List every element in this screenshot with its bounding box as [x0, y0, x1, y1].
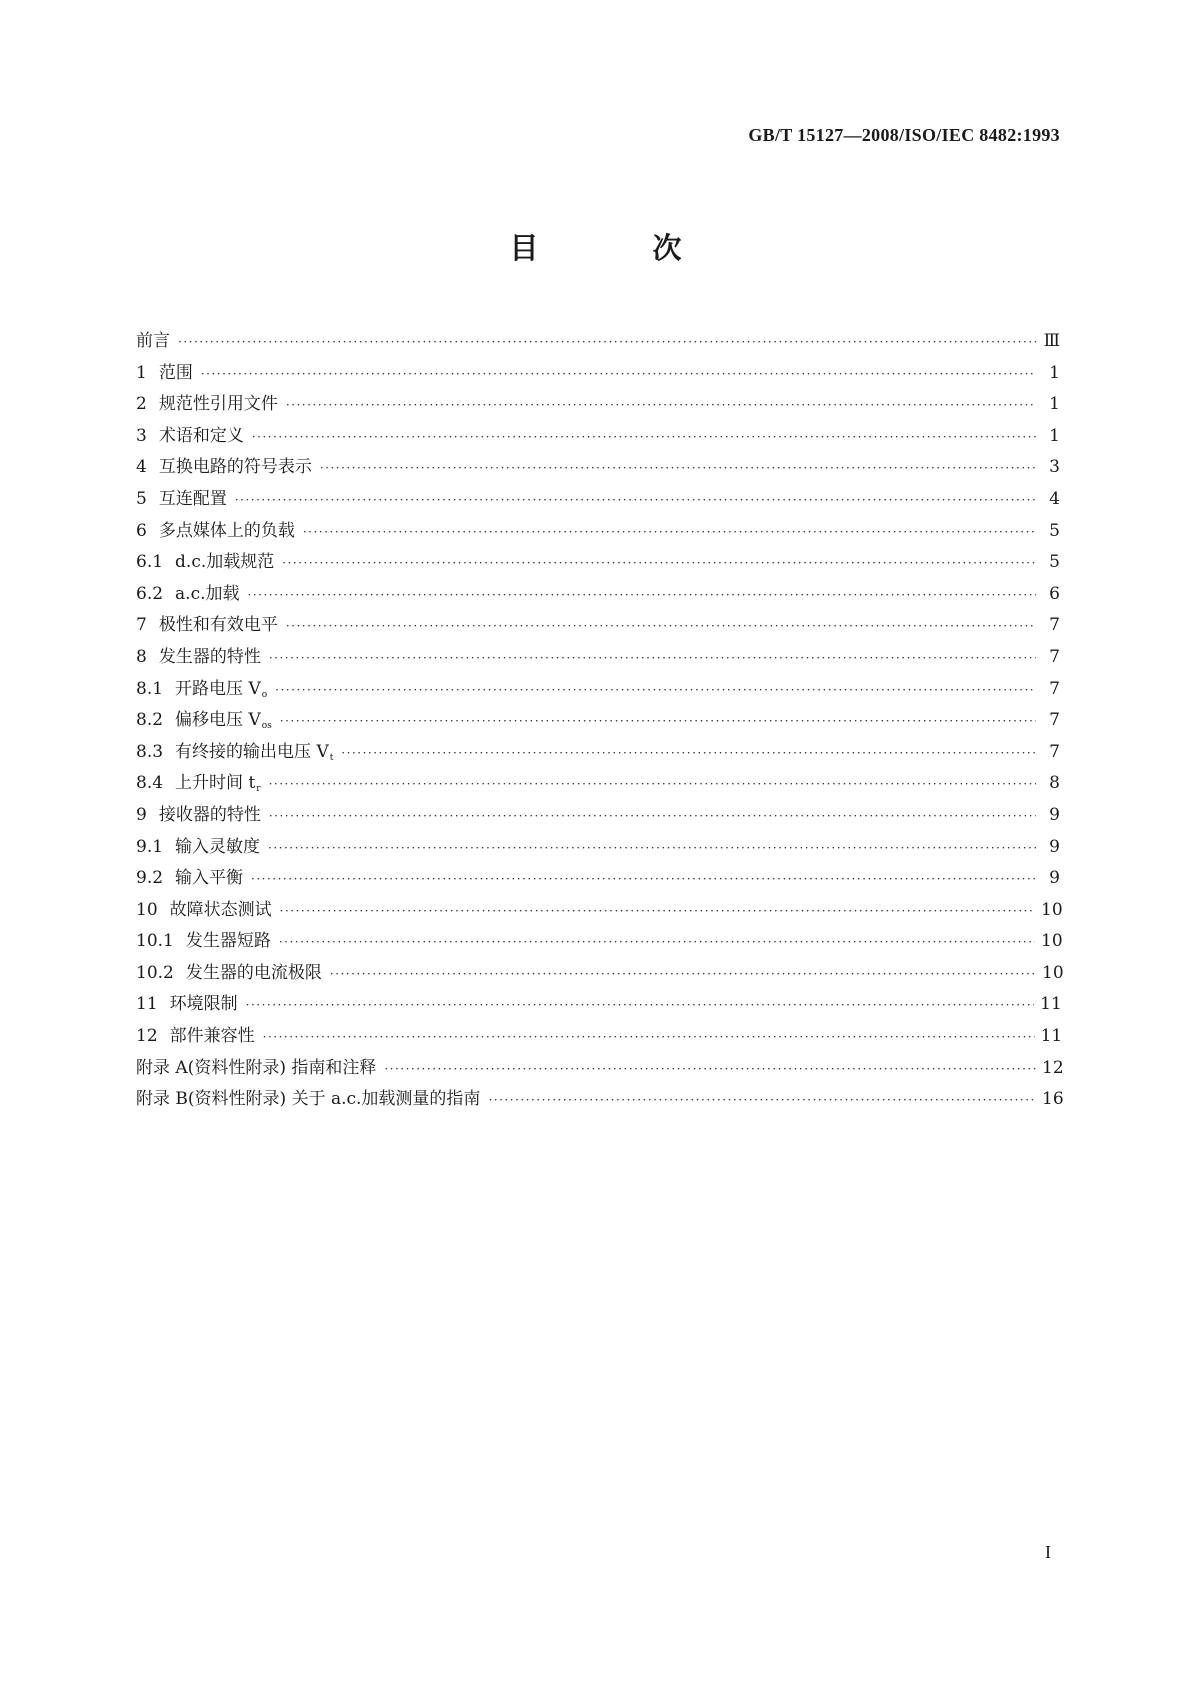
- toc-entry-subscript: o: [261, 689, 268, 700]
- toc-entry-title-text: 极性和有效电平: [158, 615, 278, 636]
- toc-entry-page: 10: [1041, 899, 1063, 920]
- toc-entry[interactable]: [136, 358, 1060, 390]
- toc-entry-title-text: 发生器的特性: [158, 646, 261, 667]
- table-of-contents: [136, 326, 1064, 1116]
- toc-entry-title-text: 上升时间 t: [175, 773, 256, 794]
- toc-entry[interactable]: [136, 1053, 1064, 1085]
- toc-entry-page: 7: [1049, 710, 1060, 731]
- toc-entry-title-text: 接收器的特性: [158, 804, 261, 825]
- toc-entry-page: 5: [1049, 552, 1060, 573]
- toc-dot-leader: [320, 453, 1036, 485]
- toc-entry-title: [163, 863, 243, 895]
- toc-entry-title-text: 故障状态测试: [169, 899, 272, 920]
- toc-entry-subscript: os: [261, 721, 272, 732]
- toc-dot-leader: [235, 485, 1036, 517]
- toc-entry-number: 12: [136, 1026, 158, 1047]
- toc-entry-number: 6: [136, 520, 147, 541]
- toc-entry-number: 1: [136, 362, 147, 383]
- toc-entry-title: [147, 484, 227, 516]
- toc-dot-leader: [286, 611, 1036, 643]
- toc-entry[interactable]: [136, 547, 1060, 579]
- toc-entry[interactable]: [136, 768, 1060, 800]
- toc-entry-page: 11: [1040, 1026, 1063, 1047]
- toc-entry-title: [147, 452, 312, 484]
- toc-entry-title: [147, 516, 295, 548]
- toc-entry-subscript: r: [256, 784, 261, 795]
- toc-entry-title-text: 规范性引用文件: [158, 394, 278, 415]
- toc-entry-title-text: 附录 B(资料性附录) 关于 a.c.加载测量的指南: [136, 1089, 481, 1110]
- toc-entry-title: [163, 832, 260, 864]
- toc-entry-title-text: 有终接的输出电压 V: [175, 741, 329, 762]
- toc-dot-leader: [248, 580, 1036, 612]
- toc-entry[interactable]: [136, 958, 1064, 990]
- toc-entry-title: [147, 800, 261, 832]
- toc-entry-page: 6: [1049, 583, 1060, 604]
- toc-dot-leader: [268, 833, 1036, 865]
- toc-entry-title: [158, 989, 238, 1021]
- toc-entry-number: 8.2: [136, 710, 164, 731]
- toc-entry-title: [163, 579, 239, 611]
- toc-entry-number: 6.1: [136, 552, 164, 573]
- toc-dot-leader: [303, 517, 1036, 549]
- toc-entry-page: 16: [1042, 1089, 1064, 1110]
- toc-entry-title-text: 部件兼容性: [169, 1026, 255, 1047]
- toc-entry-page: 5: [1049, 520, 1060, 541]
- toc-dot-leader: [488, 1085, 1036, 1117]
- toc-entry-number: 2: [136, 394, 147, 415]
- toc-entry-title-text: 开路电压 V: [175, 678, 261, 699]
- toc-entry-page: 7: [1049, 678, 1060, 699]
- toc-entry[interactable]: [136, 389, 1060, 421]
- toc-entry-page: Ⅲ: [1043, 331, 1060, 351]
- toc-entry-page: 10: [1042, 962, 1064, 983]
- toc-entry-title-text: 偏移电压 V: [175, 710, 261, 731]
- standard-number: GB/T 15127—2008/ISO/IEC 8482:1993: [748, 125, 1060, 145]
- toc-entry-title-text: 范围: [158, 362, 193, 383]
- toc-entry[interactable]: [136, 832, 1060, 864]
- toc-dot-leader: [252, 422, 1036, 454]
- toc-dot-leader: [269, 769, 1036, 801]
- toc-entry[interactable]: [136, 863, 1060, 895]
- toc-entry[interactable]: [136, 579, 1060, 611]
- toc-entry[interactable]: [136, 516, 1060, 548]
- toc-entry-title: [136, 326, 170, 358]
- toc-entry-title: [158, 1021, 255, 1053]
- toc-entry-page: 1: [1049, 425, 1060, 446]
- toc-entry-title-text: 输入平衡: [175, 868, 244, 889]
- toc-entry[interactable]: [136, 926, 1063, 958]
- toc-dot-leader: [280, 896, 1035, 928]
- toc-entry-title: [147, 610, 278, 642]
- toc-entry-number: 5: [136, 488, 147, 509]
- toc-entry-number: 8.1: [136, 678, 164, 699]
- toc-entry-title-text: a.c.加载: [175, 583, 240, 604]
- toc-entry-number: 9.1: [136, 836, 164, 857]
- toc-entry-title-text: 互换电路的符号表示: [158, 457, 312, 478]
- toc-entry-title-text: 多点媒体上的负载: [158, 520, 295, 541]
- toc-dot-leader: [330, 959, 1036, 991]
- toc-entry-title: [136, 1053, 376, 1085]
- toc-dot-leader: [341, 738, 1036, 770]
- toc-entry-number: 4: [136, 457, 147, 478]
- toc-dot-leader: [269, 801, 1036, 833]
- toc-entry-number: 10.2: [136, 962, 174, 983]
- toc-entry[interactable]: [136, 1084, 1064, 1116]
- toc-entry-title: [158, 895, 272, 927]
- toc-entry-page: 1: [1049, 362, 1060, 383]
- toc-entry-title-text: 互连配置: [158, 488, 227, 509]
- toc-entry-number: 10: [136, 899, 158, 920]
- toc-entry-title: [147, 358, 193, 390]
- toc-entry[interactable]: [136, 642, 1060, 674]
- toc-entry-page: 4: [1049, 488, 1060, 509]
- toc-entry-title: [147, 421, 244, 453]
- toc-entry[interactable]: [136, 610, 1060, 642]
- toc-entry[interactable]: [136, 452, 1060, 484]
- toc-entry-number: 9: [136, 804, 147, 825]
- toc-entry[interactable]: [136, 484, 1060, 516]
- toc-entry-page: 7: [1049, 741, 1060, 762]
- toc-entry-page: 9: [1049, 868, 1060, 889]
- toc-entry-subscript: t: [329, 752, 334, 763]
- toc-entry[interactable]: [136, 895, 1063, 927]
- toc-dot-leader: [275, 675, 1036, 707]
- toc-dot-leader: [384, 1054, 1036, 1086]
- toc-entry-title: [136, 1084, 480, 1116]
- toc-entry[interactable]: [136, 800, 1060, 832]
- toc-entry-title-text: 发生器短路: [185, 931, 271, 952]
- toc-entry-title-text: 术语和定义: [158, 425, 244, 446]
- toc-entry-page: 9: [1049, 804, 1060, 825]
- toc-entry-number: 9.2: [136, 868, 164, 889]
- toc-dot-leader: [251, 864, 1036, 896]
- toc-title: 目 次: [509, 231, 734, 265]
- toc-entry-title-text: 输入灵敏度: [175, 836, 261, 857]
- toc-entry-title: [147, 642, 261, 674]
- toc-entry[interactable]: [136, 737, 1060, 769]
- toc-entry-number: 8.4: [136, 773, 164, 794]
- toc-dot-leader: [269, 643, 1036, 675]
- toc-dot-leader: [282, 548, 1036, 580]
- toc-entry-number: 10.1: [136, 931, 174, 952]
- page-number: I: [1045, 1542, 1051, 1562]
- toc-entry-number: 11: [136, 994, 158, 1015]
- toc-entry-title: [174, 958, 322, 990]
- toc-entry[interactable]: [136, 674, 1060, 706]
- toc-entry-title-text: 发生器的电流极限: [185, 962, 322, 983]
- toc-entry-title-text: 环境限制: [169, 994, 238, 1015]
- toc-entry-page: 7: [1049, 615, 1060, 636]
- toc-entry-number: 6.2: [136, 583, 164, 604]
- toc-dot-leader: [286, 390, 1036, 422]
- toc-entry-page: 11: [1040, 994, 1062, 1015]
- toc-entry-page: 10: [1041, 931, 1063, 952]
- toc-dot-leader: [201, 359, 1036, 391]
- toc-entry-page: 1: [1049, 394, 1060, 415]
- toc-entry-title-text: 附录 A(资料性附录) 指南和注释: [136, 1057, 377, 1078]
- toc-entry-page: 7: [1049, 646, 1060, 667]
- toc-entry[interactable]: [136, 326, 1060, 358]
- toc-entry-title-text: 前言: [136, 331, 170, 351]
- toc-entry-title: [147, 389, 278, 421]
- toc-entry-title: [174, 926, 271, 958]
- toc-entry-number: 8: [136, 646, 147, 667]
- toc-entry-title-text: d.c.加载规范: [175, 552, 275, 573]
- toc-entry[interactable]: [136, 421, 1060, 453]
- toc-entry[interactable]: [136, 989, 1060, 1021]
- toc-entry[interactable]: [136, 705, 1060, 737]
- toc-dot-leader: [279, 927, 1035, 959]
- toc-entry-number: 8.3: [136, 741, 164, 762]
- toc-entry-page: 9: [1049, 836, 1060, 857]
- toc-dot-leader: [246, 990, 1035, 1022]
- toc-dot-leader: [178, 327, 1036, 359]
- toc-dot-leader: [280, 706, 1036, 738]
- toc-entry[interactable]: [136, 1021, 1063, 1053]
- toc-entry-title: [163, 547, 274, 579]
- toc-dot-leader: [263, 1022, 1035, 1054]
- toc-entry-page: 12: [1042, 1057, 1064, 1078]
- toc-entry-number: 3: [136, 425, 147, 446]
- toc-entry-page: 3: [1049, 457, 1060, 478]
- toc-entry-page: 8: [1049, 773, 1060, 794]
- toc-entry-number: 7: [136, 615, 147, 636]
